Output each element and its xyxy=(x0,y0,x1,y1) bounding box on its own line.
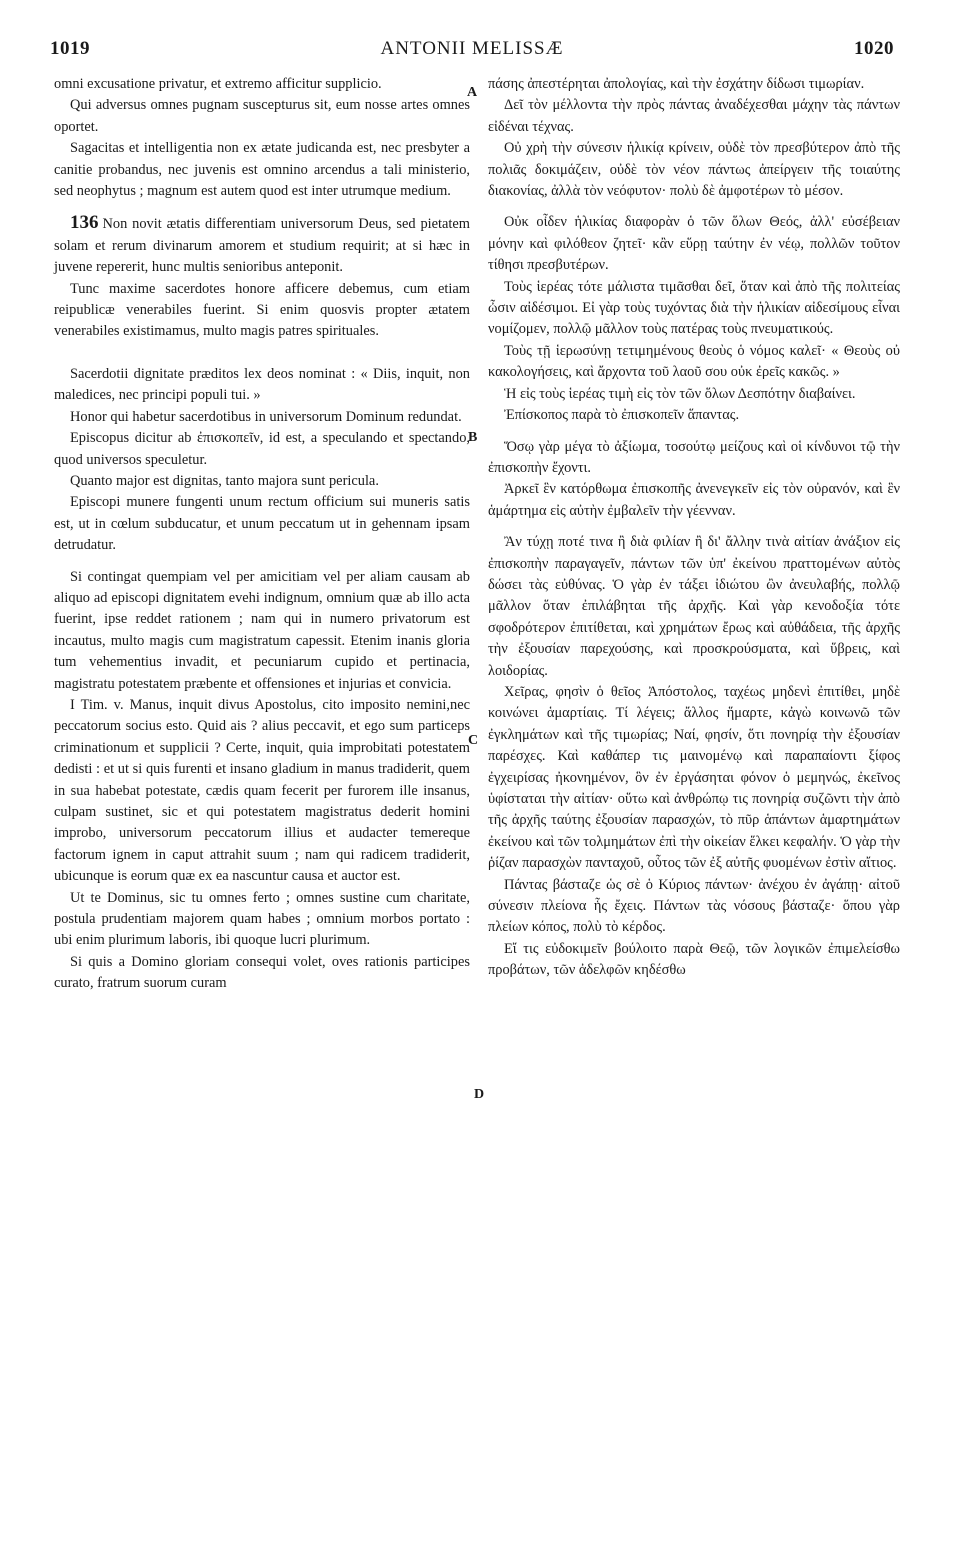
latin-paragraph: Sagacitas et intelligentia non ex ætate judicanda est, nec presbyter a canitie probandus, nec juvenis est omnino arcendus a tali ministerio, sed neophytus ; magnum est autem quod est inter utrumque medium. xyxy=(54,140,470,200)
latin-paragraph: Episcopus dicitur ab ἐπισκοπεῖν, id est, a speculando et spectando, quod universos speculetur. xyxy=(54,430,470,468)
latin-paragraph: Tunc maxime sacerdotes honore afficere debemus, cum etiam reipublicæ venerabiles fuerint. Si enim quosvis propter ætatem venerabiles existimamus, multo magis patres spirituales. xyxy=(54,280,470,340)
latin-paragraph: Si contingat quempiam vel per amicitiam vel per aliam causam ab aliquo ad episcopi dignitatem evehi indignum, omnium quæ ab illo acta fuerint, ipse reddet rationem ; nam qui in numero privatorum est incautus, multo magis cum magistratum capessit. Etenim inanis gloria tum vehementius invadit, et pecuniarum cupido et pertinacia, magistratu potestatem præbente et offensiones et injurias et convicia. xyxy=(54,568,470,692)
running-title: ANTONII MELISSÆ xyxy=(380,38,564,59)
latin-paragraph: Quanto major est dignitas, tanto majora sunt pericula. xyxy=(70,472,379,489)
greek-paragraph: Χεῖρας, φησὶν ὁ θεῖος Ἀπόστολος, ταχέως μηδενὶ ἐπιτίθει, μηδὲ κοινώνει ἁμαρτίαις. Τί λέγεις; ἄλλος ἥμαρτε, κἀγὼ κοινωνῶ τῶν ἐγκλημάτων καὶ τῆς τιμωρίας; Ναί, φησίν, ὅτι πονηρίᾳ τὴν ἐξουσίαν παρέσχες. Καὶ καθάπερ τις μαινομένῳ καὶ παραπαίοντι ξίφος ἐγχειρίσας ἠκονημένον, ὃν ἐν ἐργάσηται φόνον ὁ μεμηνώς, ἐκεῖνος ὑφίσταται τὴν αἰτίαν· οὕτω καὶ ἀνθρώπῳ τις πονηρίᾳ συζῶντι τὴν ἀπὸ τῆς ἀρχῆς ταύτης ἐξουσίαν παρασχών, τὸ πῦρ ἁπάντων ἁμαρτημάτων ἐκείνου καὶ τῶν τολμημάτων ἐπὶ τὴν οἰκείαν ἕλκει κεφαλήν. Ὁ γὰρ τὴν ῥίζαν παρασχὼν πανταχοῦ, οὗτος τῶν ἐξ αὐτῆς φυομένων ἐστὶν αἴτιος. xyxy=(488,683,900,872)
greek-paragraph: Εἴ τις εὐδοκιμεῖν βούλοιτο παρὰ Θεῷ, τῶν λογικῶν ἐπιμελείσθω προβάτων, τῶν ἀδελφῶν κηδέσθω xyxy=(488,940,900,979)
greek-paragraph: Τοὺς τῇ ἱερωσύνῃ τετιμημένους θεοὺς ὁ νόμος καλεῖ· « Θεοὺς οὐ κακολογήσεις, καὶ ἄρχοντα τοῦ λαοῦ σου οὐκ ἐρεῖς κακῶς. » xyxy=(488,342,900,381)
greek-paragraph: πάσης ἀπεστέρηται ἀπολογίας, καὶ τὴν ἐσχάτην δίδωσι τιμωρίαν. xyxy=(488,76,865,92)
latin-paragraph: Si quis a Domino gloriam consequi volet, oves rationis participes curato, fratrum suorum curam xyxy=(54,953,470,992)
latin-paragraph: Ut te Dominus, sic tu omnes ferto ; omnes sustine cum charitate, postula prudentiam majorem quam habes ; omnium morbos portato : ubi enim plurimum laboris, ibi quoque lucri plurimum. xyxy=(54,889,470,949)
section-marker-b: B xyxy=(468,430,478,445)
latin-column xyxy=(54,74,470,995)
latin-paragraph-text: Non novit ætatis differentiam universorum Deus, sed pietatem solam et rerum divinarum amorem et studium requirit; at si hæc in juvene repererit, hunc multis senioribus anteponit. xyxy=(54,216,470,276)
greek-paragraph: Οὐ χρὴ τὴν σύνεσιν ἡλικίᾳ κρίνειν, οὐδὲ τὸν πρεσβύτερον ἀπὸ τῆς πολιᾶς δοκιμάζειν, οὐδὲ τὸν νέον πάντως ἀπείργειν τῆς τοιαύτης διακονίας, ἀλλὰ τὸν νεόφυτον· πολὺ δὲ ἀμφοτέρων τὸ μέσον. xyxy=(488,140,900,200)
greek-paragraph: Τοὺς ἱερέας τότε μάλιστα τιμᾶσθαι δεῖ, ὅταν καὶ ἀπὸ τῆς πολιτείας ὦσιν αἰδέσιμοι. Εἰ γὰρ τοὺς τυχόντας διὰ τὴν ἡλικίαν αἰδεσίμους εἶναι νομίζομεν, πολλῷ μᾶλλον τοὺς πατέρας τοὺς πνευματικούς. xyxy=(488,278,900,338)
latin-paragraph: I Tim. v. Manus, inquit divus Apostolus, cito imposito nemini,nec peccatorum socius esto. Quid ais ? alius peccavit, et ego sum particeps criminationum et supplicii ? Certe, inquit, quia improbitati potestatem dedisti : et ut si quis furenti et insano gladium in manus tradiderit, quem in sua habebat potestate, cædis quam fecerit per furorem ille insanus, culpam sustinet, sic et qui potestatem magistratus dederit homini improbo, universorum peccatorum illius et audacter temereque factorum ignem in caput attrahit suum ; nam qui radicem tradiderit, ubicunque is eorum quæ ex ea nascuntur causa et auctor est. xyxy=(54,696,470,885)
right-page-number: 1020 xyxy=(854,38,894,59)
latin-paragraph: Sacerdotii dignitate præditos lex deos nominat : « Diis, inquit, non maledices, nec principi populi tui. » xyxy=(54,365,470,404)
left-page-number: 1019 xyxy=(50,38,90,59)
section-marker-a: A xyxy=(467,85,478,100)
latin-paragraph: Honor qui habetur sacerdotibus in universorum Dominum redundat. xyxy=(70,408,462,425)
running-header xyxy=(50,38,894,68)
latin-paragraph: Episcopi munere fungenti unum rectum officium sui muneris satis est, ut in cœlum subducatur, et unum peccatum ut in gehennam ipsam detrudatur. xyxy=(54,494,470,554)
latin-paragraph-section xyxy=(54,212,470,278)
greek-paragraph: Οὐκ οἶδεν ἡλικίας διαφορὰν ὁ τῶν ὅλων Θεός, ἀλλ' εὐσέβειαν μόνην καὶ φιλόθεον ζητεῖ· κἂν εὕρῃ ταύτην ἐν νέῳ, πολλῶν τοῦτον τίθησι πρεσβυτέρων. xyxy=(488,214,900,274)
section-number: 136 xyxy=(70,212,99,234)
latin-paragraph: Qui adversus omnes pugnam suscepturus sit, eum nosse artes omnes oportet. xyxy=(54,97,470,135)
section-marker-c: C xyxy=(468,733,479,748)
greek-paragraph: Πάντας βάσταζε ὡς σὲ ὁ Κύριος πάντων· ἀνέχου ἐν ἀγάπῃ· αἰτοῦ σύνεσιν πλείονα ἧς ἔχεις. Πάντων τὰς νόσους βάσταζε· ὅπου γὰρ πλείων κόπος, πολὺ τὸ κέρδος. xyxy=(488,876,900,936)
greek-paragraph: Ἀρκεῖ ἓν κατόρθωμα ἐπισκοπῆς ἀνενεγκεῖν εἰς τὸν οὐρανόν, καὶ ἓν ἁμάρτημα εἰς αὐτὴν ἐμβαλεῖν τὴν γέενναν. xyxy=(488,481,900,519)
greek-paragraph: Ἐπίσκοπος παρὰ τὸ ἐπισκοπεῖν ἅπαντας. xyxy=(504,407,740,424)
greek-paragraph: Ἡ εἰς τοὺς ἱερέας τιμὴ εἰς τὸν τῶν ὅλων Δεσπότην διαβαίνει. xyxy=(504,385,856,402)
greek-paragraph: Ὅσῳ γὰρ μέγα τὸ ἀξίωμα, τοσούτῳ μείζους καὶ οἱ κίνδυνοι τῷ τὴν ἐπισκοπὴν ἔχοντι. xyxy=(488,438,900,476)
greek-paragraph: Ἂν τύχῃ ποτέ τινα ἢ διὰ φιλίαν ἢ δι' ἄλλην τινὰ αἰτίαν ἀνάξιον εἰς ἐπισκοπὴν παραγαγεῖν, πάντων τῶν ὑπ' ἐκείνου πραττομένων αὐτὸς δώσει τὰς εὐθύνας. Ὁ γὰρ ἐν τάξει ἰδιώτου ὢν ἀνευλαβής, πολλῷ μᾶλλον ὅταν ἐπιλάβηται τῆς ἀρχῆς. Καὶ γὰρ κενοδοξία τότε σφοδρότερον ἐπιτίθεται, καὶ χρημάτων ἔρως καὶ αὐθάδεια, τῆς ἀρχῆς τὴν ἐξουσίαν παρεχούσης, καὶ προσκρούσματα, καὶ ὕβρεις, καὶ λοιδορίας. xyxy=(488,534,900,679)
section-marker-d: D xyxy=(474,1087,485,1102)
greek-paragraph: Δεῖ τὸν μέλλοντα τὴν πρὸς πάντας ἀναδέχεσθαι μάχην τὰς πάντων εἰδέναι τέχνας. xyxy=(488,97,900,135)
greek-column xyxy=(488,74,900,982)
latin-paragraph: omni excusatione privatur, et extremo afficitur supplicio. xyxy=(54,76,382,92)
